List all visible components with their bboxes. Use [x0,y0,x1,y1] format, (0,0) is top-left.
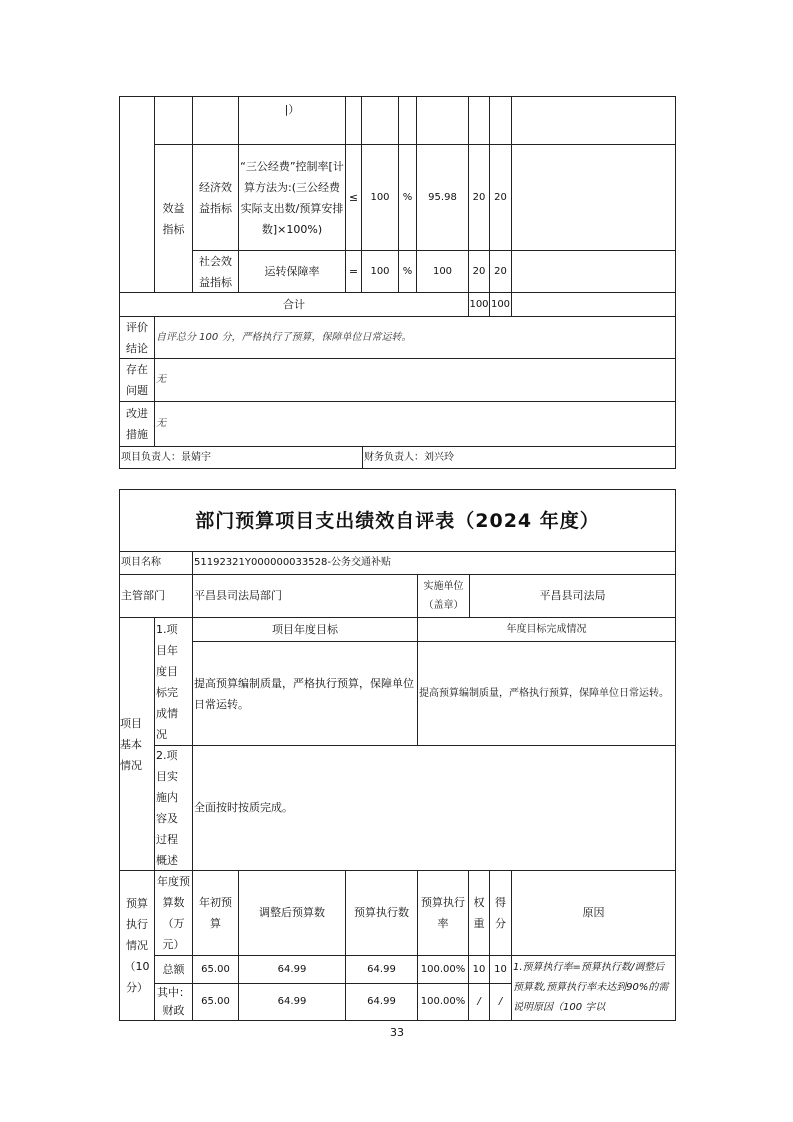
project-name-label: 项目名称 [119,551,193,575]
empty-cell [468,96,490,145]
benefit-group-label: 效益指标 [154,144,193,293]
budget-header-weight: 权重 [468,870,490,956]
budget-row-initial: 65.00 [192,955,239,984]
empty-cell [489,96,512,145]
impl-unit-label: 实施单位（盖章） [417,574,470,618]
budget-row-rate: 100.00% [417,983,469,1021]
empty-cell [192,96,239,145]
economic-unit: % [398,144,417,251]
problems-label: 存在问题 [119,358,155,402]
problems-value: 无 [154,358,676,402]
conclusion-label: 评价结论 [119,316,155,359]
budget-row-name: 其中：财政 [154,983,193,1021]
economic-reason [511,144,676,251]
budget-header-rate: 预算执行率 [417,870,469,956]
budget-row-weight: 10 [468,955,490,984]
budget-row-weight: / [468,983,490,1021]
department-value: 平昌县司法局部门 [192,574,418,618]
economic-score: 20 [489,144,512,251]
impl-text: 全面按时按质完成。 [192,745,676,871]
improvements-label: 改进措施 [119,401,155,447]
project-name-value: 51192321Y000000033528-公务交通补贴 [192,551,676,575]
economic-sublabel: 经济效益指标 [192,144,239,251]
page-number: 33 [390,1026,404,1039]
budget-header-score: 得分 [489,870,512,956]
budget-row-score: / [489,983,512,1021]
social-target: 100 [361,250,399,293]
budget-header-initial: 年初预算 [192,870,239,956]
economic-target: 100 [361,144,399,251]
empty-cell [361,96,399,145]
total-score: 100 [489,292,512,317]
budget-row-rate: 100.00% [417,955,469,984]
budget-header-executed: 预算执行数 [345,870,418,956]
total-label: 合计 [119,292,469,317]
improvements-value: 无 [154,401,676,447]
empty-cell [154,96,193,145]
form-title: 部门预算项目支出绩效自评表（2024 年度） [119,489,676,552]
social-sublabel: 社会效益指标 [192,250,239,293]
budget-row-adjusted: 64.99 [238,955,346,984]
budget-reason-text: 1.预算执行率=预算执行数/调整后预算数,预算执行率未达到90%的需说明原因（100 字以 [511,955,676,1021]
budget-header-reason: 原因 [511,870,676,956]
budget-row-initial: 65.00 [192,983,239,1021]
total-reason [511,292,676,317]
budget-header-annual: 年度预算数（万元） [154,870,193,956]
empty-cell [398,96,417,145]
social-score: 20 [489,250,512,293]
social-actual: 100 [416,250,469,293]
basic-info-label: 项目基本情况 [119,617,155,871]
social-weight: 20 [468,250,490,293]
budget-header-adjusted: 调整后预算数 [238,870,346,956]
goal-text: 提高预算编制质量，严格执行预算，保障单位日常运转。 [192,641,418,746]
done-header: 年度目标完成情况 [417,617,676,642]
department-label: 主管部门 [119,574,193,618]
budget-row-name: 总额 [154,955,193,984]
impl-section-label: 2.项目实施内容及过程概述 [154,745,193,871]
social-operator: = [345,250,362,293]
finance-lead: 财务负责人：刘兴玲 [362,446,676,469]
budget-exec-label: 预算执行情况（10分） [119,870,155,1021]
impl-unit-value: 平昌县司法局 [469,574,676,618]
social-reason [511,250,676,293]
outer-group-cell [119,96,155,293]
indicator-tail: |） [238,96,346,145]
economic-actual: 95.98 [416,144,469,251]
goal-header: 项目年度目标 [192,617,418,642]
empty-cell [416,96,469,145]
budget-row-executed: 64.99 [345,983,418,1021]
total-weight: 100 [468,292,490,317]
economic-weight: 20 [468,144,490,251]
goal-section-label: 1.项目年度目标完成情况 [154,617,193,746]
budget-row-executed: 64.99 [345,955,418,984]
social-unit: % [398,250,417,293]
done-text: 提高预算编制质量，严格执行预算，保障单位日常运转。 [417,641,676,746]
empty-cell [511,96,676,145]
budget-row-adjusted: 64.99 [238,983,346,1021]
economic-operator: ≤ [345,144,362,251]
empty-cell [345,96,362,145]
social-indicator: 运转保障率 [238,250,346,293]
budget-row-score: 10 [489,955,512,984]
conclusion-value: 自评总分 100 分，严格执行了预算，保障单位日常运转。 [154,316,676,359]
project-lead: 项目负责人：景婧宇 [119,446,363,469]
economic-indicator: “三公经费”控制率[计算方法为:(三公经费实际支出数/预算安排数]×100%) [238,144,346,251]
